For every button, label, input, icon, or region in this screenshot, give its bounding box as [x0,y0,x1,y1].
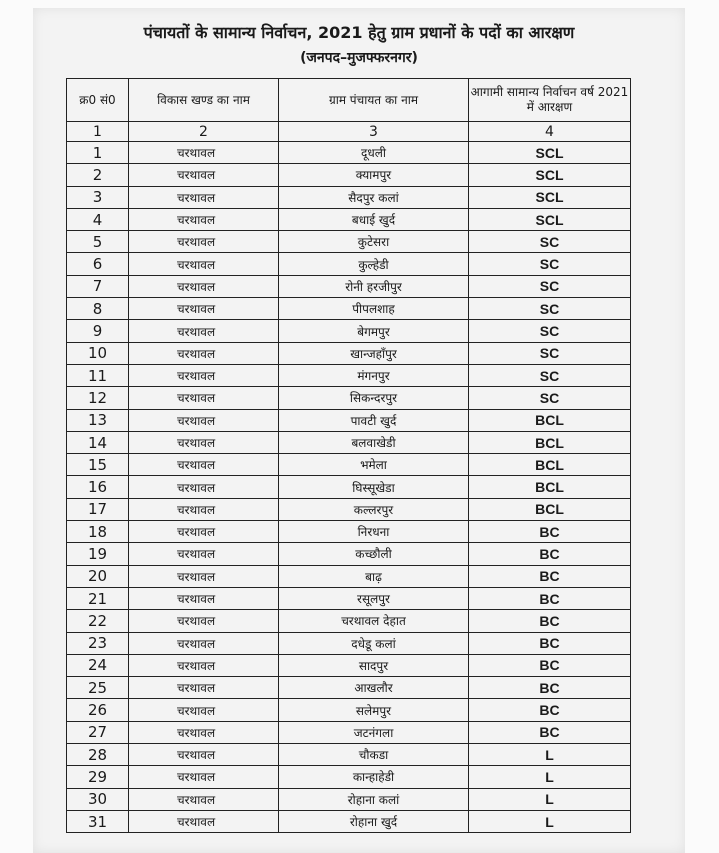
gram-panchayat-cell: कुल्हेडी [279,253,469,275]
block-name-cell: चरथावल [129,677,279,699]
block-name-cell: चरथावल [129,587,279,609]
block-name-cell: चरथावल [129,654,279,676]
gram-panchayat-cell: सलेमपुर [279,699,469,721]
block-name-cell: चरथावल [129,364,279,386]
table-row [67,409,631,431]
header-row [67,79,631,122]
header-gram-panchayat: ग्राम पंचायत का नाम [279,79,469,122]
column-number: 1 [67,122,129,142]
reservation-category-cell: L [469,810,631,832]
document-subtitle: (जनपद–मुजफ्फरनगर) [300,50,418,66]
table-row [67,320,631,342]
reservation-category-cell: BC [469,610,631,632]
reservation-category-cell: SCL [469,142,631,164]
block-name-cell: चरथावल [129,253,279,275]
table-row [67,521,631,543]
reservation-category-cell: BCL [469,431,631,453]
block-name-cell: चरथावल [129,298,279,320]
table-row [67,186,631,208]
table-row [67,342,631,364]
table-row [67,699,631,721]
gram-panchayat-cell: खान्जहाँपुर [279,342,469,364]
table-row [67,498,631,520]
table-row [67,208,631,230]
gram-panchayat-cell: बलवाखेडी [279,431,469,453]
table-row [67,766,631,788]
header-serial-no: क्र0 सं0 [67,79,129,122]
block-name-cell: चरथावल [129,342,279,364]
reservation-category-cell: SC [469,387,631,409]
block-name-cell: चरथावल [129,208,279,230]
gram-panchayat-cell: चौकडा [279,744,469,766]
reservation-category-cell: L [469,766,631,788]
block-name-cell: चरथावल [129,387,279,409]
serial-number-cell: 12 [67,387,129,409]
table-row [67,454,631,476]
reservation-category-cell: BC [469,699,631,721]
reservation-category-cell: BCL [469,498,631,520]
block-name-cell: चरथावल [129,186,279,208]
gram-panchayat-cell: कच्छौली [279,543,469,565]
gram-panchayat-cell: कान्हाहेडी [279,766,469,788]
column-number: 4 [469,122,631,142]
table-row [67,253,631,275]
reservation-category-cell: BC [469,543,631,565]
table-row [67,275,631,297]
serial-number-cell: 28 [67,744,129,766]
block-name-cell: चरथावल [129,632,279,654]
block-name-cell: चरथावल [129,409,279,431]
serial-number-cell: 27 [67,721,129,743]
reservation-category-cell: SC [469,231,631,253]
gram-panchayat-cell: मंगनपुर [279,364,469,386]
table-row [67,788,631,810]
block-name-cell: चरथावल [129,498,279,520]
table-row [67,632,631,654]
gram-panchayat-cell: निरधना [279,521,469,543]
reservation-category-cell: BC [469,721,631,743]
table-row [67,543,631,565]
serial-number-cell: 14 [67,431,129,453]
reservation-category-cell: SCL [469,208,631,230]
reservation-category-cell: L [469,744,631,766]
serial-number-cell: 13 [67,409,129,431]
reservation-category-cell: BC [469,521,631,543]
serial-number-cell: 24 [67,654,129,676]
table-row [67,476,631,498]
column-number: 2 [129,122,279,142]
gram-panchayat-cell: कल्लरपुर [279,498,469,520]
block-name-cell: चरथावल [129,275,279,297]
serial-number-cell: 30 [67,788,129,810]
block-name-cell: चरथावल [129,231,279,253]
reservation-category-cell: BC [469,632,631,654]
block-name-cell: चरथावल [129,431,279,453]
gram-panchayat-cell: रसूलपुर [279,587,469,609]
gram-panchayat-cell: सिकन्दरपुर [279,387,469,409]
block-name-cell: चरथावल [129,766,279,788]
reservation-category-cell: SCL [469,186,631,208]
serial-number-cell: 26 [67,699,129,721]
table-row [67,744,631,766]
table-row [67,231,631,253]
serial-number-cell: 18 [67,521,129,543]
block-name-cell: चरथावल [129,454,279,476]
header-block-name: विकास खण्ड का नाम [129,79,279,122]
reservation-category-cell: BC [469,677,631,699]
serial-number-cell: 29 [67,766,129,788]
serial-number-cell: 4 [67,208,129,230]
table-row [67,431,631,453]
reservation-category-cell: SC [469,253,631,275]
gram-panchayat-cell: पीपलशाह [279,298,469,320]
serial-number-cell: 9 [67,320,129,342]
table-row [67,142,631,164]
serial-number-cell: 5 [67,231,129,253]
serial-number-cell: 11 [67,364,129,386]
reservation-category-cell: BCL [469,409,631,431]
document-title: पंचायतों के सामान्य निर्वाचन, 2021 हेतु ग्राम प्रधानों के पदों का आरक्षण [143,23,575,42]
reservation-table [66,78,631,833]
gram-panchayat-cell: घिस्सूखेडा [279,476,469,498]
block-name-cell: चरथावल [129,699,279,721]
gram-panchayat-cell: क्यामपुर [279,164,469,186]
block-name-cell: चरथावल [129,810,279,832]
block-name-cell: चरथावल [129,164,279,186]
column-number: 3 [279,122,469,142]
table-row [67,387,631,409]
reservation-category-cell: SC [469,275,631,297]
gram-panchayat-cell: रोनी हरजीपुर [279,275,469,297]
block-name-cell: चरथावल [129,476,279,498]
table-row [67,810,631,832]
serial-number-cell: 20 [67,565,129,587]
serial-number-cell: 10 [67,342,129,364]
serial-number-cell: 2 [67,164,129,186]
gram-panchayat-cell: पावटी खुर्द [279,409,469,431]
gram-panchayat-cell: भमेला [279,454,469,476]
table-row [67,164,631,186]
serial-number-cell: 17 [67,498,129,520]
reservation-category-cell: BC [469,587,631,609]
gram-panchayat-cell: बधाई खुर्द [279,208,469,230]
reservation-category-cell: BC [469,565,631,587]
serial-number-cell: 1 [67,142,129,164]
reservation-category-cell: SC [469,342,631,364]
table-row [67,587,631,609]
serial-number-cell: 3 [67,186,129,208]
block-name-cell: चरथावल [129,521,279,543]
header-reservation: आगामी सामान्य निर्वाचन वर्ष 2021 में आरक्षण [469,79,631,122]
table-row [67,721,631,743]
serial-number-cell: 7 [67,275,129,297]
serial-number-cell: 19 [67,543,129,565]
column-number-row [67,122,631,142]
serial-number-cell: 31 [67,810,129,832]
block-name-cell: चरथावल [129,610,279,632]
gram-panchayat-cell: सैदपुर कलां [279,186,469,208]
reservation-category-cell: SC [469,320,631,342]
reservation-category-cell: BCL [469,476,631,498]
serial-number-cell: 15 [67,454,129,476]
block-name-cell: चरथावल [129,543,279,565]
reservation-category-cell: SC [469,298,631,320]
serial-number-cell: 22 [67,610,129,632]
gram-panchayat-cell: रोहाना कलां [279,788,469,810]
table-row [67,298,631,320]
serial-number-cell: 8 [67,298,129,320]
serial-number-cell: 21 [67,587,129,609]
reservation-category-cell: L [469,788,631,810]
block-name-cell: चरथावल [129,142,279,164]
table-row [67,677,631,699]
gram-panchayat-cell: दधेडू कलां [279,632,469,654]
gram-panchayat-cell: जटनंगला [279,721,469,743]
table-row [67,364,631,386]
serial-number-cell: 16 [67,476,129,498]
table-row [67,610,631,632]
serial-number-cell: 25 [67,677,129,699]
reservation-category-cell: BCL [469,454,631,476]
block-name-cell: चरथावल [129,721,279,743]
gram-panchayat-cell: सादपुर [279,654,469,676]
serial-number-cell: 23 [67,632,129,654]
block-name-cell: चरथावल [129,320,279,342]
serial-number-cell: 6 [67,253,129,275]
block-name-cell: चरथावल [129,565,279,587]
gram-panchayat-cell: रोहाना खुर्द [279,810,469,832]
gram-panchayat-cell: बेगमपुर [279,320,469,342]
gram-panchayat-cell: आखलौर [279,677,469,699]
gram-panchayat-cell: दूधली [279,142,469,164]
reservation-category-cell: SC [469,364,631,386]
reservation-category-cell: SCL [469,164,631,186]
block-name-cell: चरथावल [129,788,279,810]
gram-panchayat-cell: चरथावल देहात [279,610,469,632]
gram-panchayat-cell: बाढ़ [279,565,469,587]
table-row [67,654,631,676]
table-row [67,565,631,587]
reservation-category-cell: BC [469,654,631,676]
block-name-cell: चरथावल [129,744,279,766]
gram-panchayat-cell: कुटेसरा [279,231,469,253]
